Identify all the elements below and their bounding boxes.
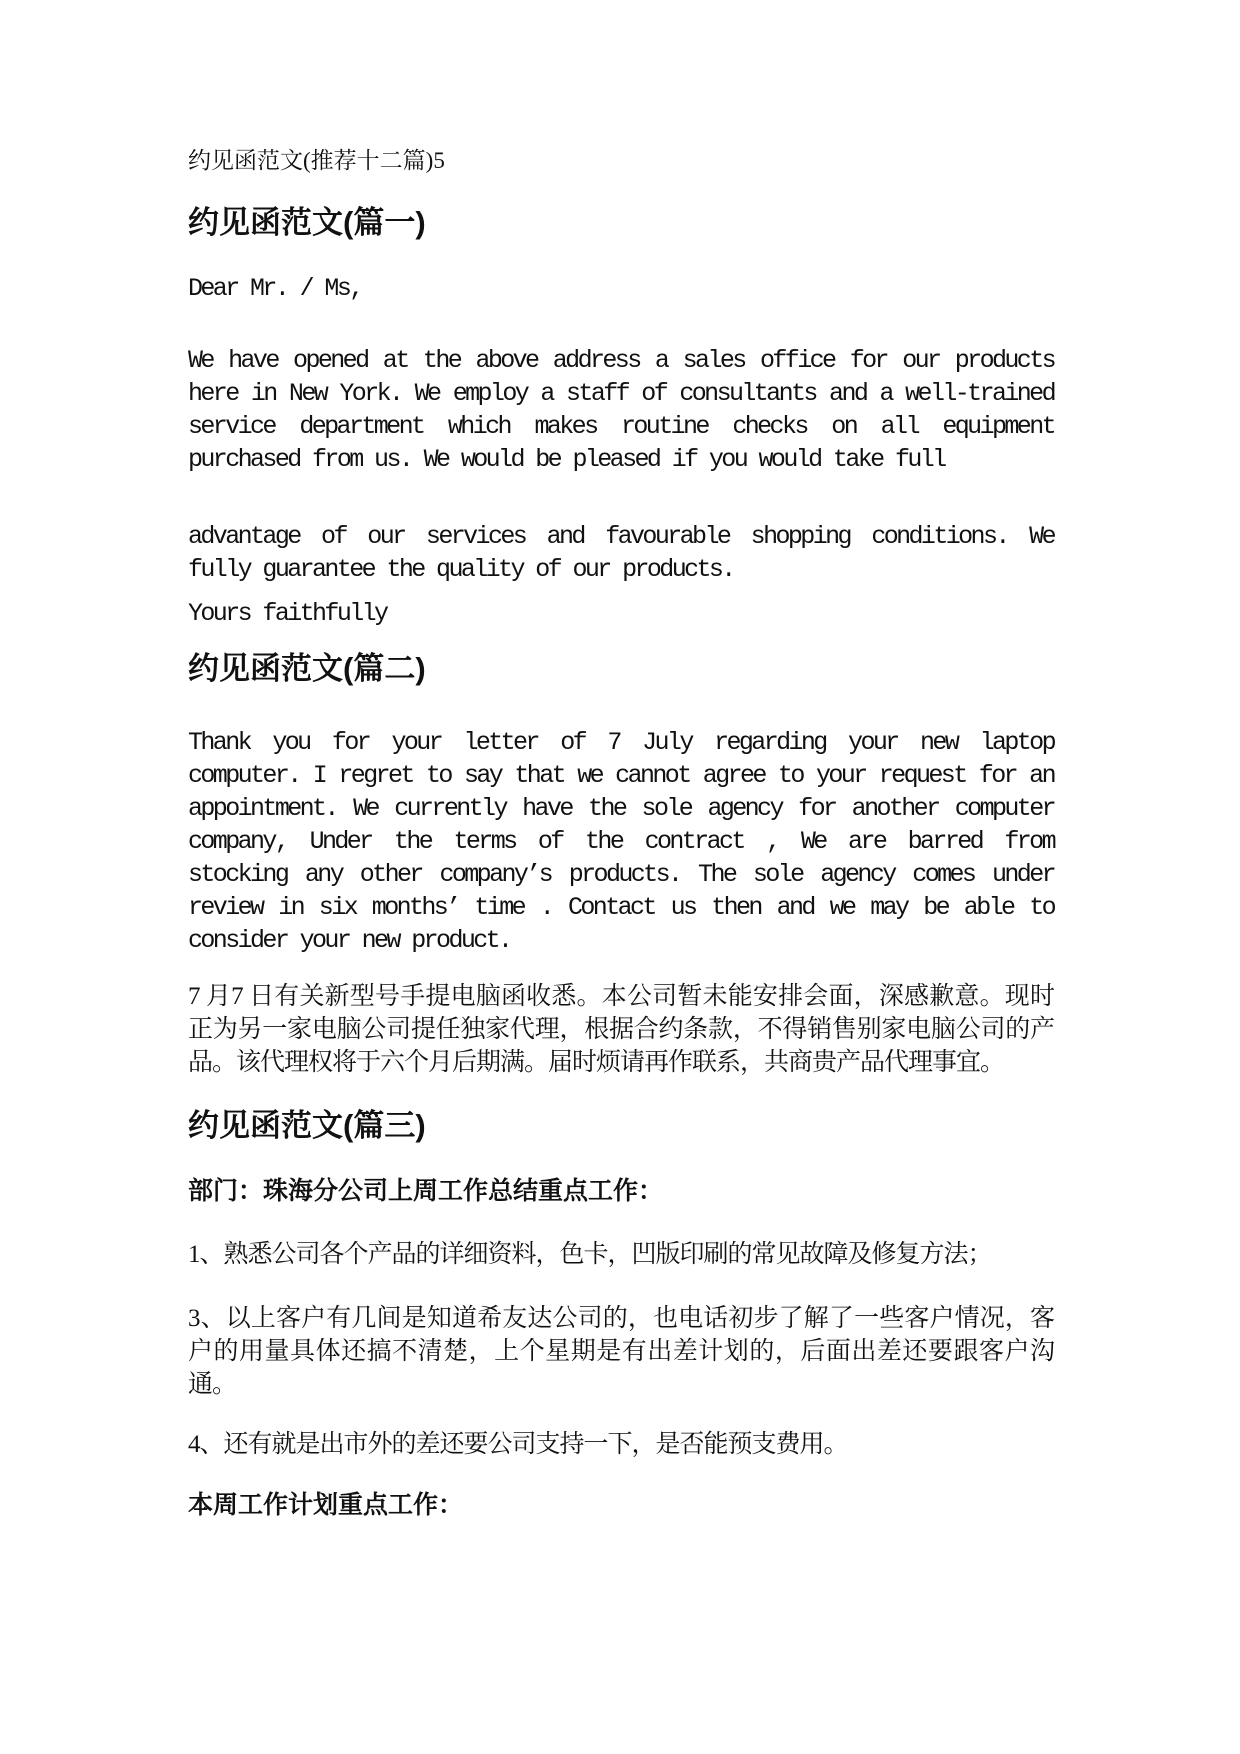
paragraph-line: 正为另一家电脑公司提任独家代理，根据合约条款，不得销售别家电脑公司的产 — [188, 1016, 1054, 1043]
list-item-1: 1、熟悉公司各个产品的详细资料，色卡，凹版印刷的常见故障及修复方法； — [188, 1241, 992, 1268]
paragraph-line: 品。该代理权将于六个月后期满。届时烦请再作联系，共商贵产品代理事宜。 — [188, 1049, 1005, 1076]
section1-heading: 约见函范文(篇一) — [188, 205, 426, 240]
section2-english-paragraph — [188, 726, 1054, 957]
department-summary-line: 部门：珠海分公司上周工作总结重点工作： — [188, 1177, 664, 1205]
paragraph-line: here in New York. We employ a staff of consultants and a well-trained — [188, 379, 1054, 408]
paragraph-line: purchased from us. We would be pleased if you would take full — [188, 445, 945, 474]
paragraph-line: service department which makes routine checks on all equipment — [188, 412, 1054, 441]
paragraph-line: computer. I regret to say that we cannot agree to your request for an — [188, 761, 1054, 790]
week-plan-line: 本周工作计划重点工作： — [188, 1491, 464, 1519]
paragraph-line: company, Under the terms of the contract , We are barred from — [188, 827, 1054, 856]
list-item-3 — [188, 1302, 1054, 1401]
paragraph-line: Thank you for your letter of 7 July regarding your new laptop — [188, 728, 1054, 757]
closing-line: Yours faithfully — [188, 599, 387, 628]
doc-title-line: 约见函范文(推荐十二篇)5 — [188, 148, 445, 173]
salutation-line: Dear Mr. / Ms, — [188, 274, 362, 303]
section1-paragraph2 — [188, 520, 1054, 586]
section2-heading: 约见函范文(篇二) — [188, 651, 426, 686]
paragraph-line: 户的用量具体还搞不清楚，上个星期是有出差计划的，后面出差还要跟客户沟 — [188, 1338, 1054, 1365]
section2-chinese-paragraph — [188, 980, 1054, 1079]
paragraph-line: stocking any other company’s products. The sole agency comes under — [188, 860, 1054, 889]
paragraph-line: fully guarantee the quality of our products. — [188, 555, 734, 584]
paragraph-line: 3、以上客户有几间是知道希友达公司的，也电话初步了解了一些客户情况，客 — [188, 1305, 1054, 1332]
paragraph-line: consider your new product. — [188, 926, 511, 955]
list-item-4: 4、还有就是出市外的差还要公司支持一下，是否能预支费用。 — [188, 1431, 848, 1458]
paragraph-line: We have opened at the above address a sales office for our products — [188, 346, 1054, 375]
section1-paragraph1 — [188, 344, 1054, 476]
paragraph-line: 7 月7 日有关新型号手提电脑函收悉。本公司暂未能安排会面，深感歉意。现时 — [188, 983, 1054, 1010]
paragraph-line: advantage of our services and favourable shopping conditions. We — [188, 522, 1054, 551]
paragraph-line: appointment. We currently have the sole agency for another computer — [188, 794, 1054, 823]
paragraph-line: 通。 — [188, 1371, 237, 1398]
paragraph-line: review in six months’ time . Contact us then and we may be able to — [188, 893, 1054, 922]
section3-heading: 约见函范文(篇三) — [188, 1108, 426, 1143]
